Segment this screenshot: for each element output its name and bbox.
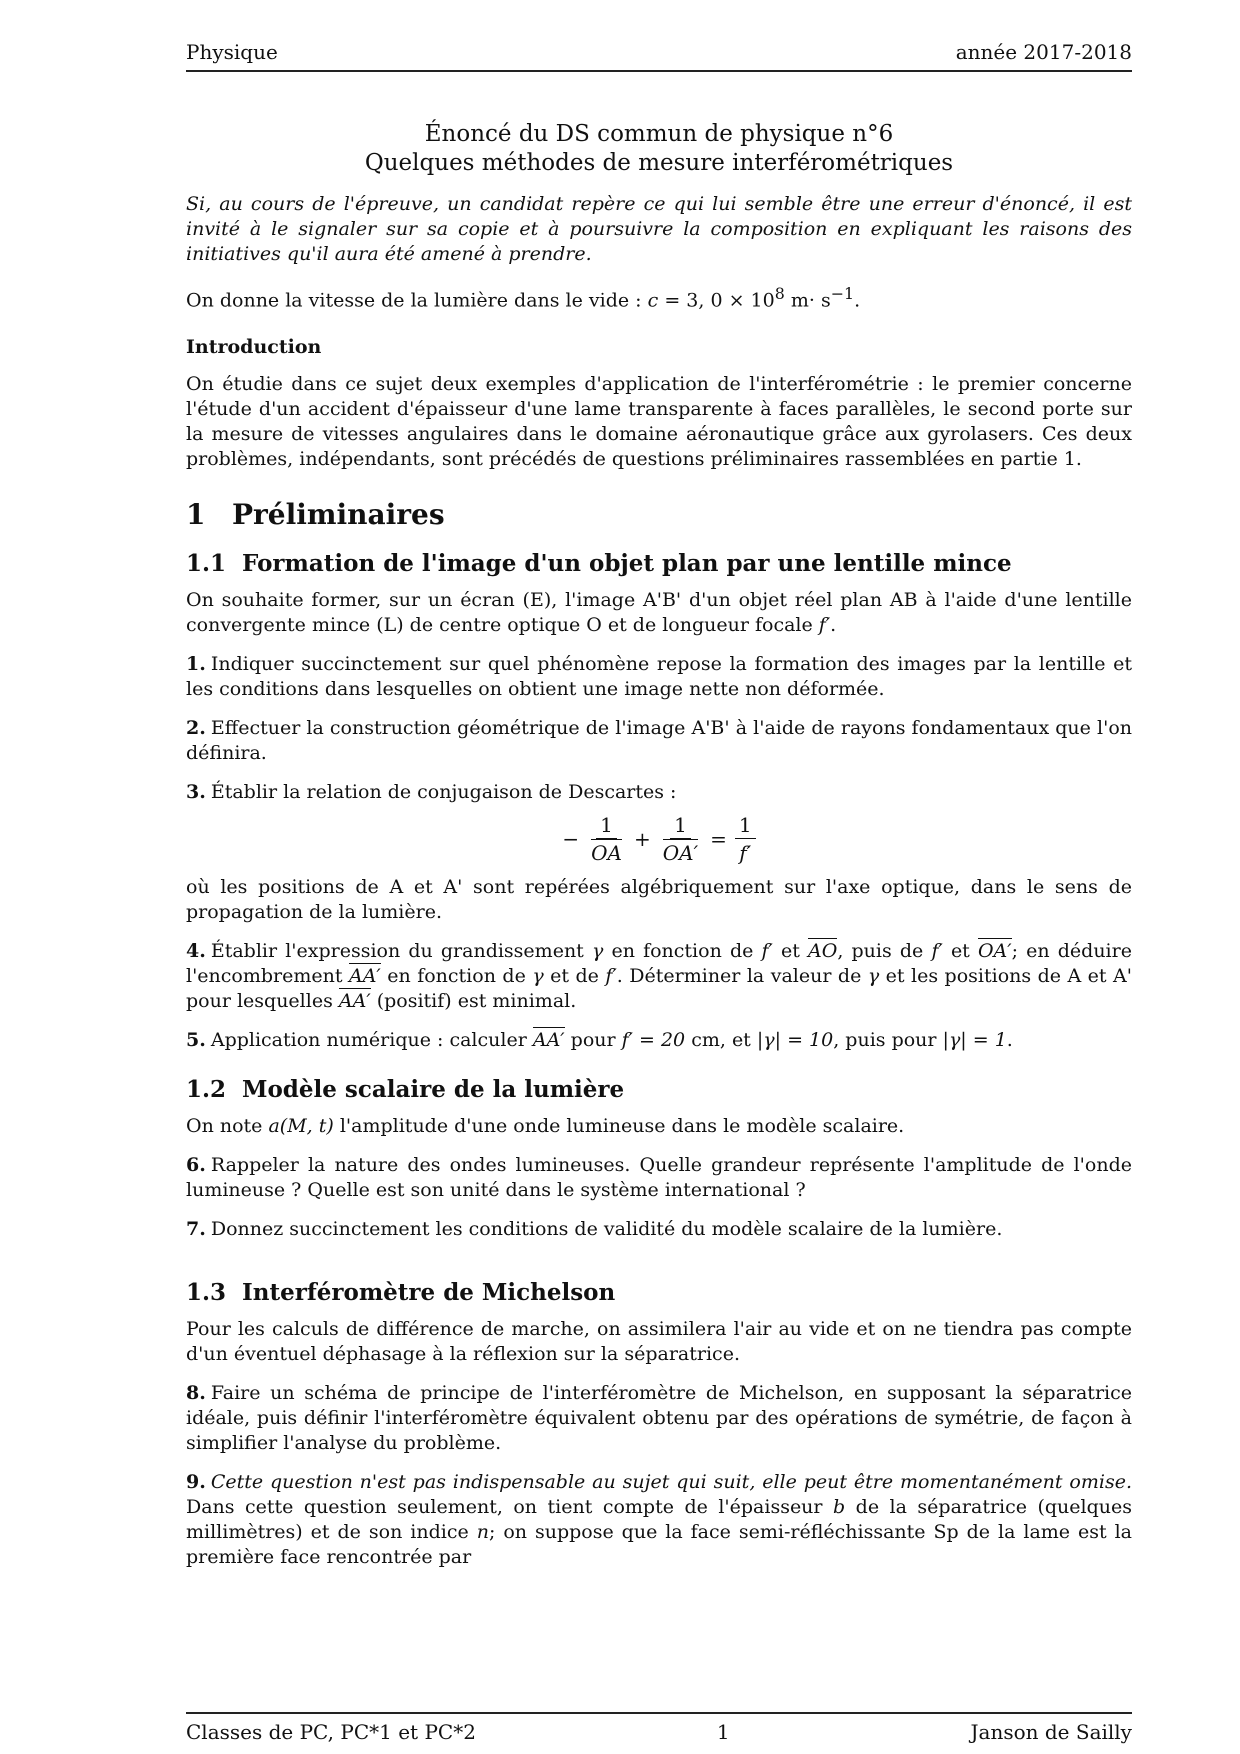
section-1-heading: 1 Préliminaires [186,498,445,532]
introduction-heading: Introduction [186,336,322,359]
question-2: 2. Effectuer la construction géométrique de l'image A'B' à l'aide de rayons fondamentaux que l'on définira. [186,717,1132,765]
descartes-equation: − $\frac{1}{OA}$ + $\frac{1}{OA'}$ = $\frac{1}{f'}$ [186,813,1132,865]
title-line-1: Énoncé du DS commun de physique n°6 [424,121,894,147]
header-subject: Physique [186,40,278,64]
section-1-2-intro: On note a(M, t) l'amplitude d'une onde lumineuse dans le modèle scalaire. [186,1115,905,1138]
question-9: 9. Cette question n'est pas indispensable au sujet qui suit, elle peut être momentanément omise. Dans cette question seulement, on tient compte de l'épaisseur b de la séparatrice (quelques millimètres) et de son indice n; on suppose que la face semi-réfléchissante Sp de la lame est la première face rencontrée par [186,1471,1133,1569]
section-1-1-intro: On souhaite former, sur un écran (E), l'image A'B' d'un objet réel plan AB à l'aide d'une lentille convergente mince (L) de centre optique O et de longueur focale f′. [186,589,1132,637]
question-4: 4. Établir l'expression du grandissement γ en fonction de f′ et AO, puis de f′ et OA′; en déduire l'encombrement AA′ en fonction de γ et de f′. Déterminer la valeur de γ et les positions de A et A' pour lesquelles AA′ (positif) est minimal. [186,940,1132,1013]
warning-paragraph: Si, au cours de l'épreuve, un candidat repère ce qui lui semble être une erreur d'énoncé, il est invité à le signaler sur sa copie et à poursuivre la composition en expliquant les raisons des initiatives qu'il aura été amené à prendre. [186,193,1132,265]
question-6: 6. Rappeler la nature des ondes lumineuses. Quelle grandeur représente l'amplitude de l'onde lumineuse ? Quelle est son unité dans le système international ? [186,1154,1132,1202]
document-title [186,120,1132,178]
header-year: année 2017-2018 [955,40,1132,64]
fraction-1-over-oap: $\frac{1}{OA'}$ [662,813,699,866]
document-body [186,120,1132,1584]
fraction-1-over-fp: $\frac{1}{f'}$ [735,813,756,865]
section-1-3-heading: 1.3 Interféromètre de Michelson [186,1279,616,1307]
page-header [186,40,1132,72]
footer-classes: Classes de PC, PC*1 et PC*2 [186,1720,476,1744]
question-3: 3. Établir la relation de conjugaison de Descartes : [186,781,677,804]
page-footer [186,1712,1132,1744]
footer-school: Janson de Sailly [970,1720,1132,1744]
question-7: 7. Donnez succinctement les conditions de validité du modèle scalaire de la lumière. [186,1218,1003,1241]
question-8: 8. Faire un schéma de principe de l'interféromètre de Michelson, en supposant la séparatrice idéale, puis définir l'interféromètre équivalent obtenu par des opérations de symétrie, de façon à simplifier l'analyse du problème. [186,1382,1132,1455]
introduction-text: On étudie dans ce sujet deux exemples d'application de l'interférométrie : le premier concerne l'étude d'un accident d'épaisseur d'une lame transparente à faces parallèles, le second porte sur la mesure de vitesses angulaires dans le domaine aéronautique grâce aux gyrolasers. Ces deux problèmes, indépendants, sont précédés de questions préliminaires rassemblées en partie 1. [186,373,1132,471]
section-1-2-heading: 1.2 Modèle scalaire de la lumière [186,1076,625,1104]
fraction-1-over-oa: $\frac{1}{OA}$ [591,813,622,866]
title-line-2: Quelques méthodes de mesure interférométriques [364,150,954,176]
light-speed-line: On donne la vitesse de la lumière dans le vide : c = 3, $0 \times 10^8$ $m\cdot s^{-1}$. [186,284,861,312]
section-1-1-heading: 1.1 Formation de l'image d'un objet plan par une lentille mince [186,550,1012,578]
question-3-after: où les positions de A et A' sont repérées algébriquement sur l'axe optique, dans le sens de propagation de la lumière. [186,876,1132,924]
question-5: 5. Application numérique : calculer AA′ pour f′ = 20 cm, et |γ| = 10, puis pour |γ| = 1. [186,1029,1013,1052]
footer-page-number: 1 [716,1720,730,1744]
question-1: 1. Indiquer succinctement sur quel phénomène repose la formation des images par la lentille et les conditions dans lesquelles on obtient une image nette non déformée. [186,653,1132,701]
section-1-3-intro: Pour les calculs de différence de marche, on assimilera l'air au vide et on ne tiendra pas compte d'un éventuel déphasage à la réflexion sur la séparatrice. [186,1318,1132,1366]
